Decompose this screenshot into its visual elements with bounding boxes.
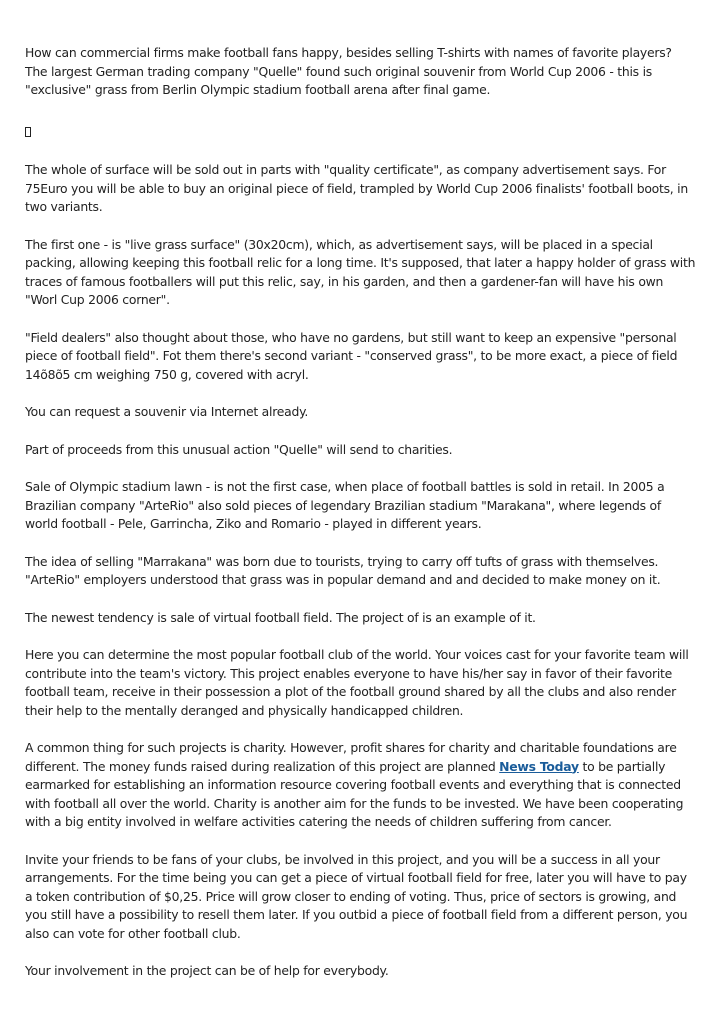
missing-glyph-paragraph [25, 119, 697, 138]
paragraph-proceeds: Part of proceeds from this unusual action "Quelle" will send to charities. [25, 441, 453, 457]
paragraph-virtual-field: The newest tendency is sale of virtual football field. The project of is an example of it. [25, 609, 536, 625]
paragraph-popular-club: Here you can determine the most popular football club of the world. Your voices cast for your favorite team will contribute into the team's victory. This project enables everyone to have his/her say in favor of their favorite football team, receive in their possession a plot of the football ground shared by all the clubs and also render their help to the mentally deranged and physically handicapped children. [25, 647, 689, 718]
paragraph-conserved-grass: "Field dealers" also thought about those, who have no gardens, but still want to keep an expensive "personal piece of football field". Fot them there's second variant - "conserved grass", to be more exact, a piece of field 14õ8õ5 cm weighing 750 g, covered with acryl. [25, 329, 678, 382]
charity-text-before: A common thing for such projects is charity. However, profit shares for charity and charitable foundations are different. The money funds raised during realization of this project are planned [25, 740, 677, 774]
paragraph-intro: How can commercial firms make football fans happy, besides selling T-shirts with names of favorite players? The largest German trading company "Quelle" found such original souvenir from World Cup 2006 - this is "exclusive" grass from Berlin Olympic stadium football arena after final game. [25, 45, 672, 97]
article-body [25, 44, 697, 1000]
paragraph-charity [25, 739, 697, 832]
paragraph-invite-friends: Invite your friends to be fans of your clubs, be involved in this project, and you will be a success in all your arrangements. For the time being you can get a piece of virtual football field for free, later you will have to pay a token contribution of $0,25. Price will grow closer to ending of voting. Thus, price of sectors is growing, and you still have a possibility to resell them later. If you outbid a piece of football field from a different person, you also can vote for other football club. [25, 851, 688, 941]
paragraph-marrakana: The idea of selling "Marrakana" was born due to tourists, trying to carry off tufts of grass with themselves. "ArteRio" employers understood that grass was in popular demand and and decided to make money on it. [25, 553, 661, 587]
charity-text-after: to be partially earmarked for establishing an information resource covering football events and everything that is connected with football all over the world. Charity is another aim for the funds to be invested. We have been cooperating with a big entity involved in welfare activities catering the needs of children suffering from cancer. [25, 758, 684, 829]
paragraph-request-souvenir: You can request a souvenir via Internet already. [25, 404, 309, 419]
paragraph-involvement: Your involvement in the project can be of help for everybody. [25, 963, 389, 978]
news-today-link[interactable]: News Today [499, 758, 579, 774]
missing-glyph-icon [25, 127, 31, 137]
paragraph-live-grass: The first one - is "live grass surface" (30x20cm), which, as advertisement says, will be placed in a special packing, allowing keeping this football relic for a long time. It's supposed, that later a happy holder of grass with traces of famous footballers will put this relic, say, in his garden, and then a gardener-fan will have his own "Worl Cup 2006 corner". [25, 236, 696, 307]
paragraph-surface-sale: The whole of surface will be sold out in parts with "quality certificate", as company advertisement says. For 75Euro you will be able to buy an original piece of field, trampled by World Cup 2006 finalists' football boots, in two variants. [25, 162, 688, 214]
paragraph-olympic-lawn: Sale of Olympic stadium lawn - is not the first case, when place of football battles is sold in retail. In 2005 a Brazilian company "ArteRio" also sold pieces of legendary Brazilian stadium "Marakana", where legends of world football - Pele, Garrincha, Ziko and Romario - played in different years. [25, 479, 665, 531]
